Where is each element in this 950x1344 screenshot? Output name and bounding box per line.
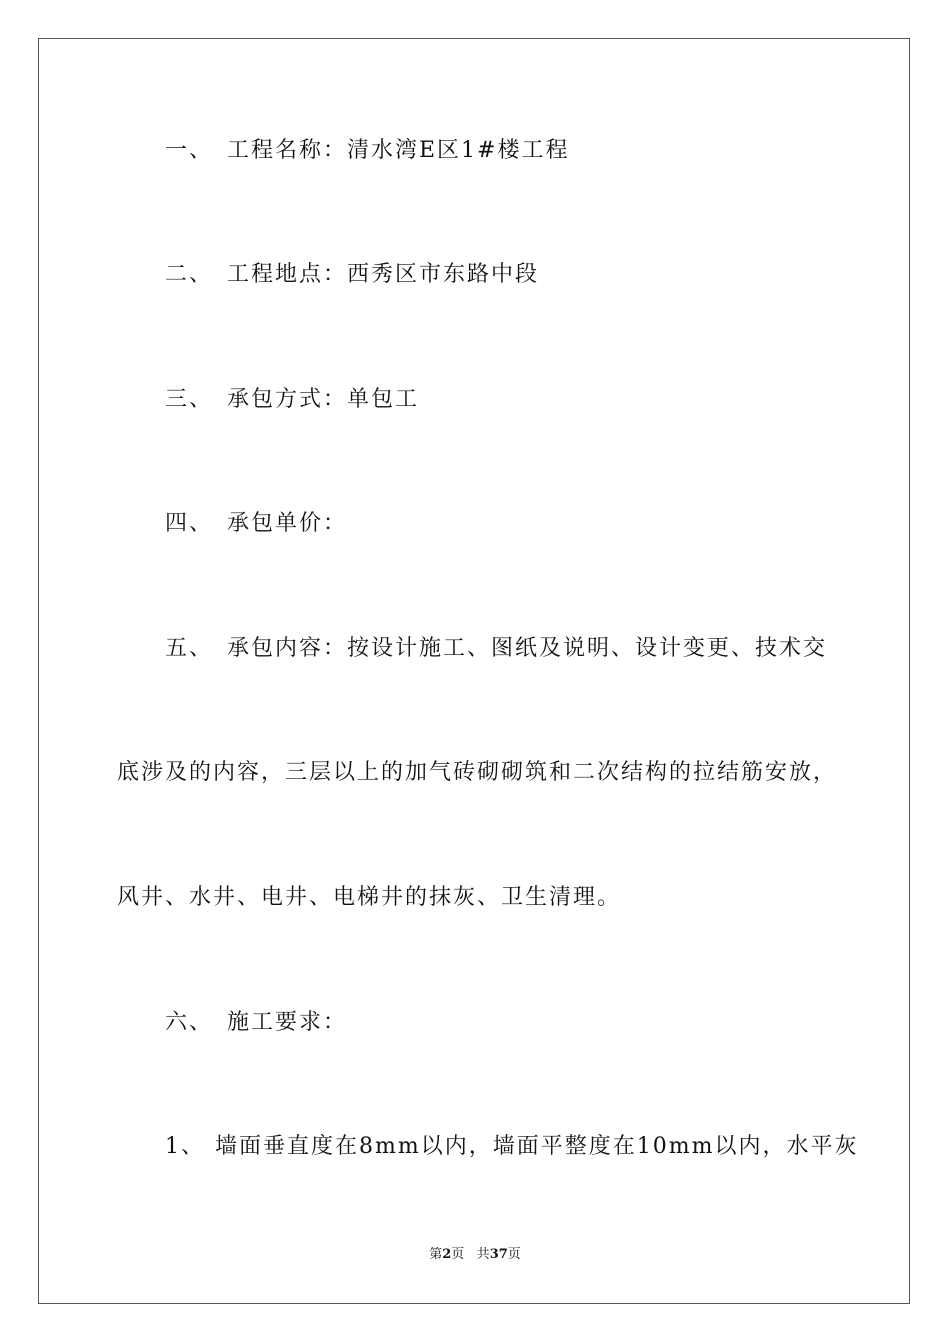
section-2-text: 工程地点：西秀区市东路中段 [227,262,540,287]
footer-total-prefix: 共 [476,1247,490,1262]
section-3-number: 三、 [165,387,214,412]
section-6-text: 施工要求： [227,1010,348,1035]
section-3-text: 承包方式：单包工 [227,387,420,412]
section-4-number: 四、 [165,511,214,536]
requirement-1-number: 1、 [165,1134,205,1159]
section-5-number: 五、 [165,636,214,661]
section-4-text: 承包单价： [227,511,348,536]
footer-prefix: 第 [429,1247,443,1262]
section-1-number: 一、 [165,138,214,163]
page-border [38,38,910,1304]
footer-total-pages: 37 [489,1247,508,1262]
footer-total-unit: 页 [507,1247,521,1262]
footer-page-number: 2 [442,1247,452,1262]
section-6-number: 六、 [165,1010,214,1035]
section-2-number: 二、 [165,262,214,287]
footer-page-unit: 页 [451,1247,465,1262]
continuation-text-2: 风井、水井、电井、电梯井的抹灰、卫生清理。 [117,885,622,910]
section-5-text: 承包内容：按设计施工、图纸及说明、设计变更、技术交 [227,636,828,661]
section-1-text: 工程名称：清水湾E区1#楼工程 [227,138,570,163]
page-footer [0,1246,950,1264]
continuation-text-1: 底涉及的内容，三层以上的加气砖砌砌筑和二次结构的拉结筋安放， [117,760,838,785]
requirement-1-text: 墙面垂直度在8mm以内，墙面平整度在10mm以内，水平灰 [215,1134,859,1159]
